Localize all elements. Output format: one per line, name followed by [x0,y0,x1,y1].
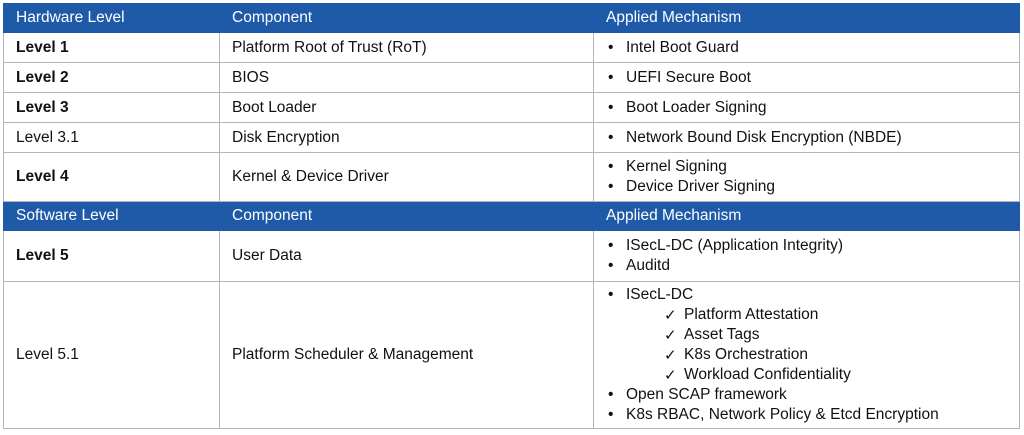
sub-mechanism-item [606,305,1007,325]
component-cell: Platform Root of Trust (RoT) [220,33,594,63]
mechanism-cell [594,63,1020,93]
hardware-header-row [4,4,1020,33]
table-row [4,231,1020,282]
sub-mechanism-item [606,345,1007,365]
component-cell: Platform Scheduler & Management [220,282,594,429]
software-header-row [4,202,1020,231]
mechanism-item: • Network Bound Disk Encryption (NBDE) [606,128,1007,148]
check-mark-icon: ✓ [664,346,677,364]
mechanism-cell [594,33,1020,63]
component-cell: Kernel & Device Driver [220,153,594,202]
security-mechanism-table [3,3,1020,429]
mechanism-item: • ISecL-DC (Application Integrity) [606,236,1007,256]
check-mark-icon: ✓ [664,366,677,384]
level-cell: Level 3 [4,93,220,123]
mechanism-item: • UEFI Secure Boot [606,68,1007,88]
mechanism-item: • Intel Boot Guard [606,38,1007,58]
sub-mechanism-label: Workload Confidentiality [684,366,851,383]
mechanism-item: • Auditd [606,256,1007,276]
sub-mechanism-item [606,325,1007,345]
level-cell: Level 3.1 [4,123,220,153]
mechanism-item: • Device Driver Signing [606,177,1007,197]
table-row [4,153,1020,202]
mechanism-cell [594,153,1020,202]
level-cell: Level 4 [4,153,220,202]
table-row [4,123,1020,153]
header-mechanism: Applied Mechanism [594,4,1020,33]
mechanism-item: • Kernel Signing [606,157,1007,177]
header-mechanism: Applied Mechanism [594,202,1020,231]
component-cell: Boot Loader [220,93,594,123]
level-cell: Level 5 [4,231,220,282]
mechanism-cell [594,231,1020,282]
component-cell: BIOS [220,63,594,93]
table-row [4,63,1020,93]
mechanism-cell [594,93,1020,123]
header-component: Component [220,202,594,231]
table-row [4,282,1020,429]
mechanism-cell [594,123,1020,153]
mechanism-item: • Boot Loader Signing [606,98,1007,118]
sub-mechanism-item [606,365,1007,385]
mechanism-item: • K8s RBAC, Network Policy & Etcd Encryption [606,405,1007,425]
sub-mechanism-label: Asset Tags [684,326,760,343]
header-level: Hardware Level [4,4,220,33]
sub-mechanism-label: K8s Orchestration [684,346,809,363]
mechanism-cell [594,282,1020,429]
check-mark-icon: ✓ [664,306,677,324]
component-cell: User Data [220,231,594,282]
table-row [4,33,1020,63]
level-cell: Level 1 [4,33,220,63]
table-row [4,93,1020,123]
level-cell: Level 5.1 [4,282,220,429]
level-cell: Level 2 [4,63,220,93]
check-mark-icon: ✓ [664,326,677,344]
component-cell: Disk Encryption [220,123,594,153]
header-component: Component [220,4,594,33]
sub-mechanism-label: Platform Attestation [684,306,819,323]
header-level: Software Level [4,202,220,231]
mechanism-item: • ISecL-DC [606,285,1007,305]
security-mechanism-table-container [3,3,1019,431]
mechanism-item: • Open SCAP framework [606,385,1007,405]
